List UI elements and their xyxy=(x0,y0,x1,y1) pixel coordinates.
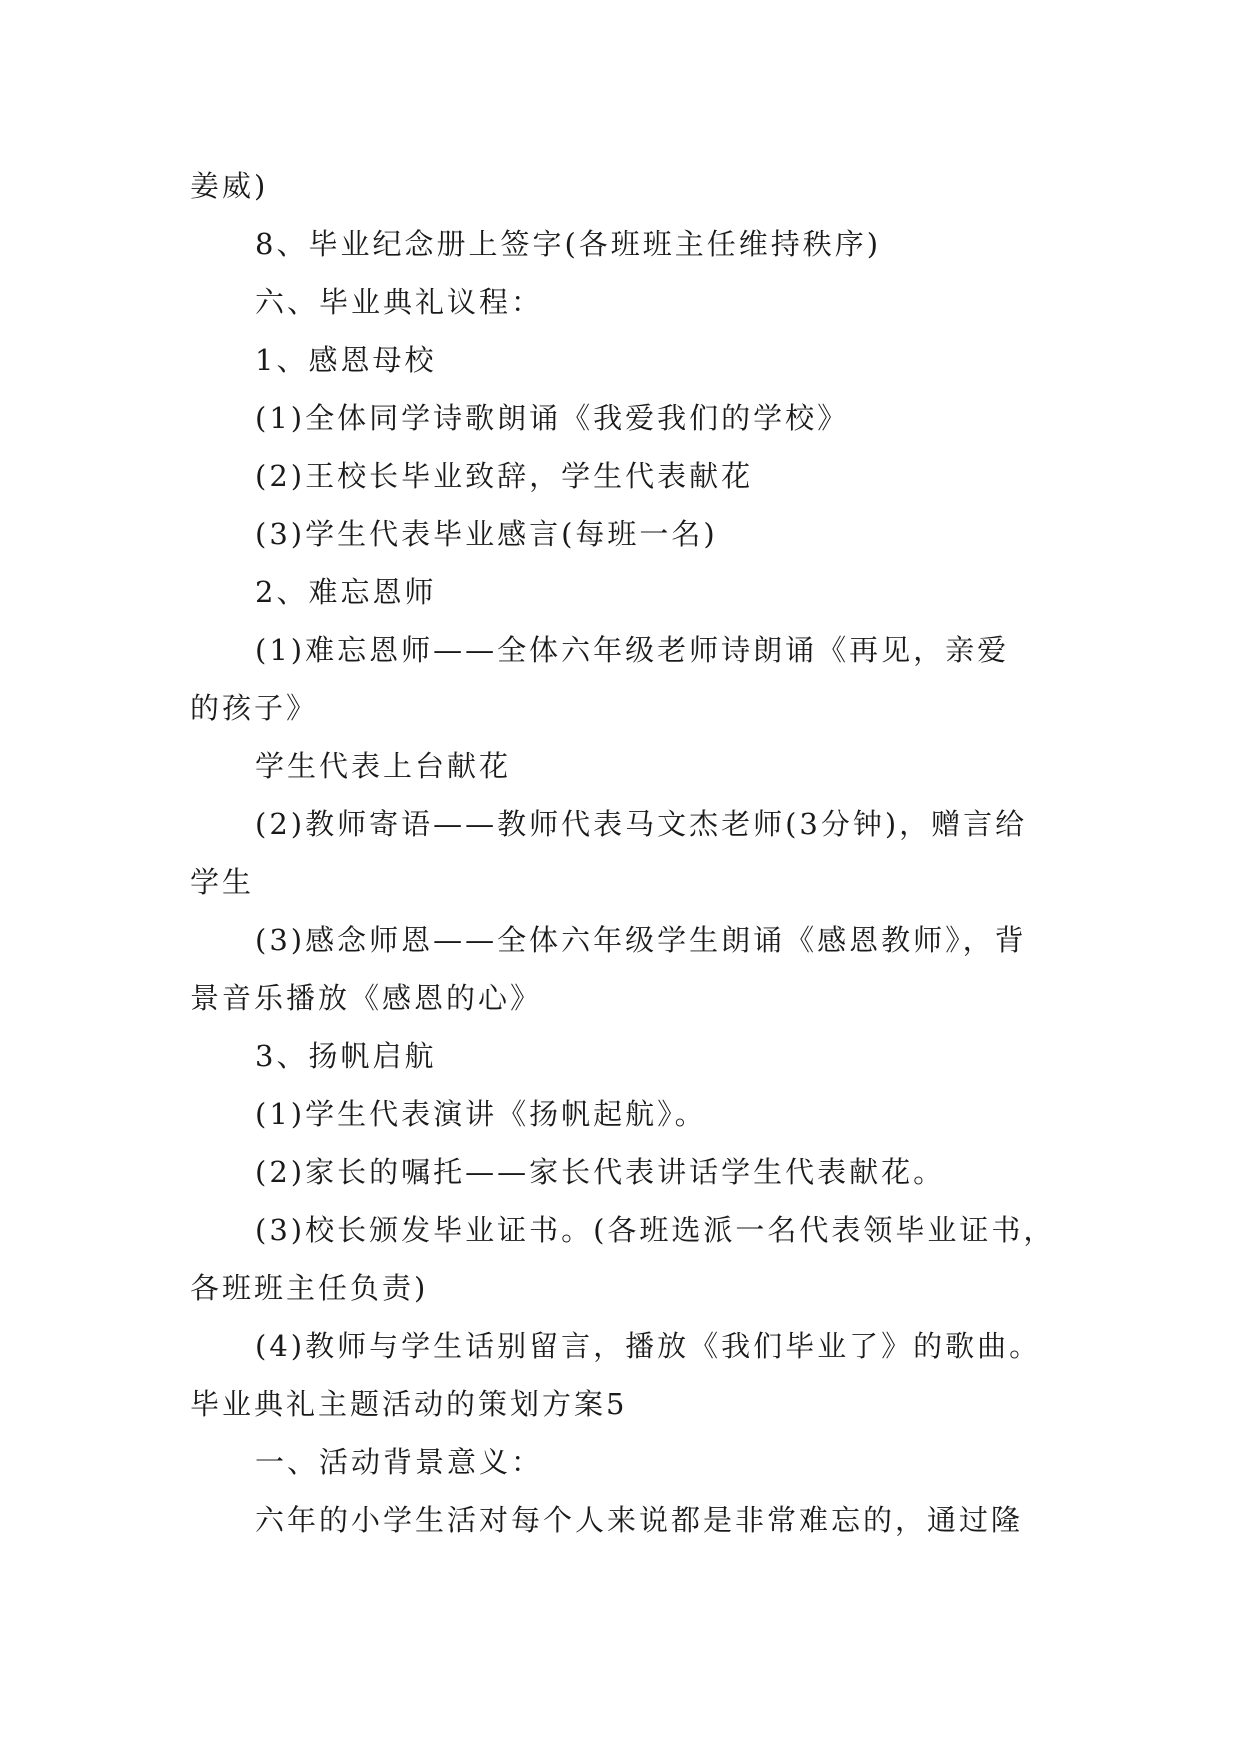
text-line: 六、毕业典礼议程： xyxy=(255,285,544,319)
text-line: 各班班主任负责) xyxy=(190,1271,429,1305)
text-line: (3)校长颁发毕业证书。(各班选派一名代表领毕业证书， xyxy=(255,1213,1056,1247)
text-line: (2)王校长毕业致辞，学生代表献花 xyxy=(255,459,754,493)
text-line: (3)感念师恩——全体六年级学生朗诵《感恩教师》，背 xyxy=(255,923,1027,957)
text-line: 六年的小学生活对每个人来说都是非常难忘的，通过隆 xyxy=(255,1503,1024,1537)
text-line: (3)学生代表毕业感言(每班一名) xyxy=(255,517,718,551)
text-line: 学生代表上台献花 xyxy=(255,749,512,783)
text-line: (1)全体同学诗歌朗诵《我爱我们的学校》 xyxy=(255,401,850,435)
text-line: 3、扬帆启航 xyxy=(255,1039,437,1073)
text-line: 景音乐播放《感恩的心》 xyxy=(190,981,543,1015)
text-line: (1)学生代表演讲《扬帆起航》。 xyxy=(255,1097,707,1131)
text-line: 8、毕业纪念册上签字(各班班主任维持秩序) xyxy=(255,227,882,261)
text-line: 姜威) xyxy=(190,169,269,203)
text-line: 2、难忘恩师 xyxy=(255,575,437,609)
text-line: (4)教师与学生话别留言，播放《我们毕业了》的歌曲。 xyxy=(255,1329,1042,1363)
text-line: (2)家长的嘱托——家长代表讲话学生代表献花。 xyxy=(255,1155,946,1189)
section-heading: 毕业典礼主题活动的策划方案5 xyxy=(190,1387,628,1421)
text-line: 的孩子》 xyxy=(190,691,319,725)
text-line: 一、活动背景意义： xyxy=(255,1445,544,1479)
text-line: (1)难忘恩师——全体六年级老师诗朗诵《再见，亲爱 xyxy=(255,633,1010,667)
text-line: 学生 xyxy=(190,865,255,899)
text-line: 1、感恩母校 xyxy=(255,343,437,377)
text-line: (2)教师寄语——教师代表马文杰老师(3分钟)，赠言给 xyxy=(255,807,1028,841)
